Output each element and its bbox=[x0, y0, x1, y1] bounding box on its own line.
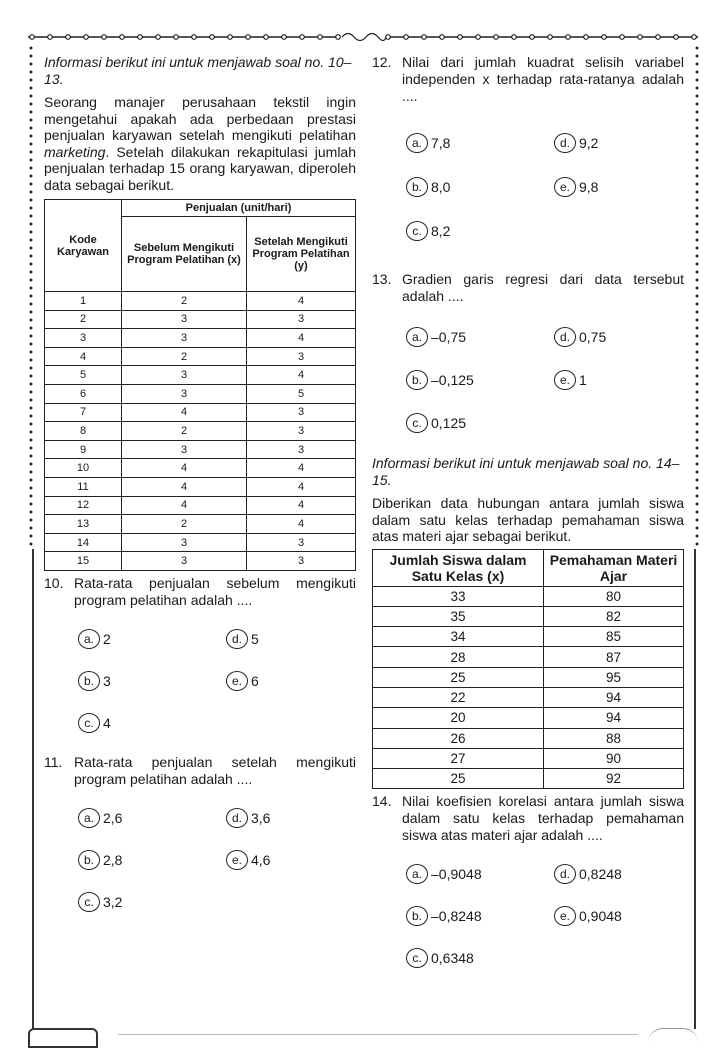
option-11b[interactable] bbox=[78, 850, 122, 870]
cell: 3 bbox=[247, 310, 356, 329]
cell: 25 bbox=[373, 667, 544, 687]
option-14e[interactable] bbox=[554, 906, 622, 926]
sales-table bbox=[44, 199, 356, 571]
option-13b[interactable] bbox=[406, 370, 474, 390]
footer bbox=[28, 1028, 698, 1042]
option-value: 5 bbox=[251, 630, 259, 647]
option-10e[interactable] bbox=[226, 671, 259, 691]
cell: 4 bbox=[247, 329, 356, 348]
option-value: 8,2 bbox=[431, 223, 451, 239]
option-14d[interactable] bbox=[554, 864, 622, 884]
intro-paragraph bbox=[44, 94, 356, 193]
table-row bbox=[45, 292, 356, 311]
cell: 2 bbox=[122, 292, 247, 311]
question-10 bbox=[44, 575, 356, 609]
top-border-ornament bbox=[28, 30, 698, 44]
cell: 6 bbox=[45, 384, 122, 403]
option-badge: a. bbox=[406, 133, 428, 153]
option-13a[interactable] bbox=[406, 327, 466, 347]
question-text: Nilai koefisien korelasi antara jumlah siswa dalam satu kelas terhadap pemahaman siswa atas materi ajar adalah .... bbox=[402, 793, 684, 844]
option-badge: a. bbox=[406, 327, 428, 347]
table-row bbox=[373, 627, 684, 647]
table-row bbox=[373, 769, 684, 789]
option-12a[interactable] bbox=[406, 133, 450, 153]
option-badge: c. bbox=[406, 221, 428, 241]
table-row bbox=[45, 496, 356, 515]
option-11a[interactable] bbox=[78, 808, 122, 828]
table-row bbox=[373, 708, 684, 728]
table-row bbox=[45, 422, 356, 441]
question-number: 11. bbox=[44, 753, 63, 770]
option-badge: a. bbox=[78, 629, 100, 649]
cell: 88 bbox=[544, 728, 684, 748]
option-value: 9,2 bbox=[579, 135, 599, 151]
option-11d[interactable] bbox=[226, 808, 270, 828]
option-badge: e. bbox=[554, 906, 576, 926]
option-value: –0,125 bbox=[431, 372, 474, 388]
cell: 85 bbox=[544, 627, 684, 647]
cell: 2 bbox=[122, 515, 247, 534]
cell: 7 bbox=[45, 403, 122, 422]
data-paragraph: Diberikan data hubungan antara jumlah siswa dalam satu kelas terhadap pemahaman siswa atas materi ajar sebagai berikut. bbox=[372, 495, 684, 544]
option-value: –0,75 bbox=[431, 329, 467, 345]
option-12b[interactable] bbox=[406, 177, 450, 197]
cell: 3 bbox=[247, 440, 356, 459]
option-10b[interactable] bbox=[78, 671, 111, 691]
cell: 3 bbox=[122, 552, 247, 571]
cell: 3 bbox=[247, 552, 356, 571]
option-12c[interactable] bbox=[406, 221, 450, 241]
cell: 4 bbox=[247, 515, 356, 534]
cell: 2 bbox=[45, 310, 122, 329]
option-10a[interactable] bbox=[78, 629, 111, 649]
cell: 80 bbox=[544, 586, 684, 606]
cell: 4 bbox=[247, 496, 356, 515]
cell: 94 bbox=[544, 708, 684, 728]
question-13 bbox=[372, 271, 684, 305]
intro-part2: . Setelah dilakukan rekapitulasi jumlah penjualan terhadap 15 orang karyawan, diperoleh data sebagai berikut. bbox=[44, 143, 356, 193]
option-value: 8,0 bbox=[431, 179, 451, 195]
option-badge: a. bbox=[406, 864, 428, 884]
intro-part1: Seorang manajer perusahaan tekstil ingin mengetahui apakah ada perbedaan prestasi penjualan karyawan setelah mengikuti pelatihan bbox=[44, 94, 356, 143]
option-value: 2 bbox=[103, 630, 111, 647]
cell: 90 bbox=[544, 748, 684, 768]
option-value: 2,8 bbox=[103, 851, 123, 868]
question-14 bbox=[372, 793, 684, 844]
footer-logo bbox=[28, 1028, 98, 1048]
footer-curl-ornament bbox=[648, 1028, 698, 1043]
students-table bbox=[372, 549, 684, 790]
cell: 3 bbox=[122, 440, 247, 459]
cell: 4 bbox=[122, 477, 247, 496]
option-13d[interactable] bbox=[554, 327, 606, 347]
option-badge: d. bbox=[554, 327, 576, 347]
cell: 4 bbox=[247, 459, 356, 478]
cell: 3 bbox=[122, 366, 247, 385]
cell: 25 bbox=[373, 769, 544, 789]
option-value: 2,6 bbox=[103, 809, 123, 826]
header-penjualan: Penjualan (unit/hari) bbox=[122, 200, 356, 217]
option-value: 4,6 bbox=[251, 851, 271, 868]
question-number: 13. bbox=[372, 271, 392, 287]
cell: 20 bbox=[373, 708, 544, 728]
cell: 5 bbox=[45, 366, 122, 385]
option-value: 9,8 bbox=[579, 179, 599, 195]
question-number: 10. bbox=[44, 574, 64, 591]
header-pemahaman: Pemahaman Materi Ajar bbox=[544, 549, 684, 586]
right-column bbox=[372, 54, 684, 967]
table-row bbox=[45, 366, 356, 385]
option-value: 0,8248 bbox=[579, 866, 622, 883]
option-value: 7,8 bbox=[431, 135, 451, 151]
cell: 9 bbox=[45, 440, 122, 459]
table-row bbox=[45, 533, 356, 552]
option-value: 6 bbox=[251, 672, 259, 689]
cell: 28 bbox=[373, 647, 544, 667]
question-11 bbox=[44, 754, 356, 788]
header-sebelum: Sebelum Mengikuti Program Pelatihan (x) bbox=[122, 217, 247, 292]
cell: 35 bbox=[373, 606, 544, 626]
cell: 4 bbox=[247, 477, 356, 496]
table-row bbox=[373, 667, 684, 687]
cell: 87 bbox=[544, 647, 684, 667]
cell: 33 bbox=[373, 586, 544, 606]
option-14c[interactable] bbox=[406, 948, 474, 968]
question-number: 14. bbox=[372, 793, 392, 810]
option-11c[interactable] bbox=[78, 892, 122, 912]
table-row bbox=[45, 347, 356, 366]
option-badge: d. bbox=[226, 629, 248, 649]
cell: 3 bbox=[247, 422, 356, 441]
option-value: –0,8248 bbox=[431, 908, 482, 925]
cell: 11 bbox=[45, 477, 122, 496]
cell: 34 bbox=[373, 627, 544, 647]
cell: 4 bbox=[247, 292, 356, 311]
option-badge: c. bbox=[78, 713, 100, 733]
cell: 3 bbox=[247, 347, 356, 366]
option-badge: e. bbox=[226, 671, 248, 691]
option-value: 3,2 bbox=[103, 893, 123, 910]
cell: 4 bbox=[247, 366, 356, 385]
question-text: Rata-rata penjualan sebelum mengikuti program pelatihan adalah .... bbox=[74, 574, 356, 608]
cell: 22 bbox=[373, 687, 544, 707]
option-badge: c. bbox=[406, 413, 428, 433]
option-13c[interactable] bbox=[406, 413, 466, 433]
option-badge: b. bbox=[406, 906, 428, 926]
cell: 13 bbox=[45, 515, 122, 534]
cell: 3 bbox=[247, 403, 356, 422]
cell: 3 bbox=[247, 533, 356, 552]
cell: 26 bbox=[373, 728, 544, 748]
footer-rule bbox=[118, 1034, 638, 1035]
table-row bbox=[373, 748, 684, 768]
cell: 5 bbox=[247, 384, 356, 403]
question-text: Rata-rata penjualan setelah mengikuti program pelatihan adalah .... bbox=[74, 753, 356, 787]
table-row bbox=[45, 552, 356, 571]
table-row bbox=[373, 586, 684, 606]
option-badge: e. bbox=[226, 850, 248, 870]
table-row bbox=[373, 647, 684, 667]
cell: 3 bbox=[122, 384, 247, 403]
intro-italic: marketing bbox=[44, 143, 106, 160]
option-value: –0,9048 bbox=[431, 866, 482, 883]
option-13e[interactable] bbox=[554, 370, 587, 390]
option-10d[interactable] bbox=[226, 629, 259, 649]
cell: 95 bbox=[544, 667, 684, 687]
cell: 10 bbox=[45, 459, 122, 478]
option-10c[interactable] bbox=[78, 713, 111, 733]
option-value: 4 bbox=[103, 714, 111, 731]
option-badge: b. bbox=[78, 850, 100, 870]
cell: 2 bbox=[122, 347, 247, 366]
option-badge: c. bbox=[78, 892, 100, 912]
table-row bbox=[45, 310, 356, 329]
option-badge: b. bbox=[78, 671, 100, 691]
question-text: Nilai dari jumlah kuadrat selisih variabel independen x terhadap rata-ratanya adalah .... bbox=[402, 54, 684, 104]
table-row bbox=[45, 440, 356, 459]
cell: 4 bbox=[45, 347, 122, 366]
header-kode: Kode Karyawan bbox=[45, 200, 122, 292]
option-badge: b. bbox=[406, 370, 428, 390]
left-border-line bbox=[32, 549, 34, 1029]
cell: 4 bbox=[122, 496, 247, 515]
option-badge: b. bbox=[406, 177, 428, 197]
table-row bbox=[373, 687, 684, 707]
cell: 94 bbox=[544, 687, 684, 707]
info-text-10-13: Informasi berikut ini untuk menjawab soal no. 10–13. bbox=[44, 54, 352, 87]
option-badge: e. bbox=[554, 370, 576, 390]
option-12d[interactable] bbox=[554, 133, 598, 153]
option-value: 0,75 bbox=[579, 329, 607, 345]
option-badge: a. bbox=[78, 808, 100, 828]
info-text-14-15: Informasi berikut ini untuk menjawab soal no. 14–15. bbox=[372, 455, 680, 488]
option-value: 1 bbox=[579, 372, 587, 388]
left-column bbox=[44, 54, 356, 910]
cell: 3 bbox=[45, 329, 122, 348]
table-row bbox=[45, 403, 356, 422]
header-jumlah-siswa: Jumlah Siswa dalam Satu Kelas (x) bbox=[373, 549, 544, 586]
table-row bbox=[45, 515, 356, 534]
cell: 4 bbox=[122, 459, 247, 478]
cell: 27 bbox=[373, 748, 544, 768]
table-row bbox=[45, 477, 356, 496]
option-value: 0,9048 bbox=[579, 908, 622, 925]
question-number: 12. bbox=[372, 54, 392, 70]
option-11e[interactable] bbox=[226, 850, 270, 870]
table-row bbox=[45, 459, 356, 478]
option-value: 0,125 bbox=[431, 415, 467, 431]
cell: 12 bbox=[45, 496, 122, 515]
cell: 82 bbox=[544, 606, 684, 626]
table-row bbox=[45, 329, 356, 348]
cell: 3 bbox=[122, 533, 247, 552]
option-value: 0,6348 bbox=[431, 950, 474, 967]
cell: 3 bbox=[122, 310, 247, 329]
right-border-line bbox=[694, 549, 696, 1029]
table-row bbox=[373, 606, 684, 626]
table-row bbox=[45, 384, 356, 403]
option-12e[interactable] bbox=[554, 177, 598, 197]
cell: 15 bbox=[45, 552, 122, 571]
cell: 2 bbox=[122, 422, 247, 441]
option-badge: e. bbox=[554, 177, 576, 197]
cell: 3 bbox=[122, 329, 247, 348]
cell: 92 bbox=[544, 769, 684, 789]
table-row bbox=[373, 728, 684, 748]
option-14a[interactable] bbox=[406, 864, 482, 884]
cell: 1 bbox=[45, 292, 122, 311]
option-badge: c. bbox=[406, 948, 428, 968]
cell: 14 bbox=[45, 533, 122, 552]
question-text: Gradien garis regresi dari data tersebut adalah .... bbox=[402, 271, 684, 304]
option-badge: d. bbox=[554, 864, 576, 884]
right-border-dots bbox=[692, 44, 702, 549]
left-border-dots bbox=[26, 44, 36, 549]
option-badge: d. bbox=[554, 133, 576, 153]
cell: 8 bbox=[45, 422, 122, 441]
option-value: 3 bbox=[103, 672, 111, 689]
header-setelah: Setelah Mengikuti Program Pelatihan (y) bbox=[247, 217, 356, 292]
option-badge: d. bbox=[226, 808, 248, 828]
question-12 bbox=[372, 54, 684, 105]
cell: 4 bbox=[122, 403, 247, 422]
option-14b[interactable] bbox=[406, 906, 482, 926]
option-value: 3,6 bbox=[251, 809, 271, 826]
